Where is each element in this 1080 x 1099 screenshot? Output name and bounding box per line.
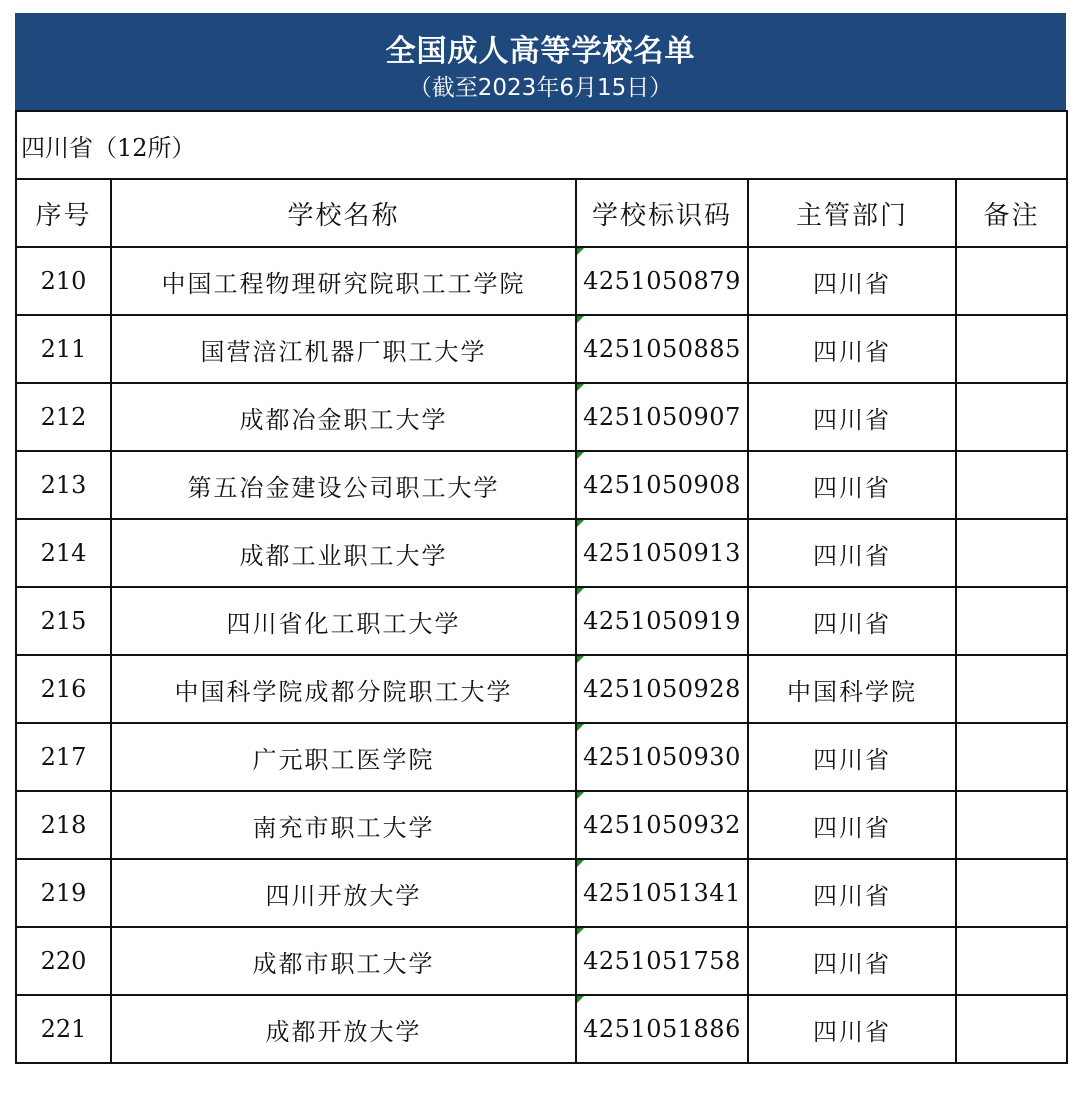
cell-department: 四川省 — [748, 723, 956, 791]
school-code-text: 4251050932 — [583, 811, 741, 839]
cell-comment-marker-icon — [577, 520, 584, 527]
cell-school-name: 中国工程物理研究院职工工学院 — [111, 247, 576, 315]
cell-comment-marker-icon — [577, 452, 584, 459]
cell-school-code — [576, 451, 748, 519]
col-header-name: 学校名称 — [111, 179, 576, 247]
cell-department: 四川省 — [748, 927, 956, 995]
table-row — [16, 247, 1067, 315]
table-row — [16, 791, 1067, 859]
cell-school-code — [576, 587, 748, 655]
cell-school-code — [576, 315, 748, 383]
cell-note — [956, 927, 1067, 995]
table-row — [16, 383, 1067, 451]
cell-index: 217 — [16, 723, 111, 791]
cell-index: 218 — [16, 791, 111, 859]
cell-note — [956, 451, 1067, 519]
column-header-row — [16, 179, 1067, 247]
table-row — [16, 655, 1067, 723]
cell-department: 四川省 — [748, 859, 956, 927]
school-code-text: 4251050919 — [583, 607, 741, 635]
school-table — [15, 110, 1068, 1064]
school-code-text: 4251050930 — [583, 743, 741, 771]
table-row — [16, 927, 1067, 995]
cell-school-name: 南充市职工大学 — [111, 791, 576, 859]
table-row — [16, 315, 1067, 383]
cell-note — [956, 995, 1067, 1063]
cell-comment-marker-icon — [577, 588, 584, 595]
cell-index: 212 — [16, 383, 111, 451]
cell-department: 四川省 — [748, 519, 956, 587]
cell-department: 中国科学院 — [748, 655, 956, 723]
school-code-text: 4251050885 — [583, 335, 741, 363]
col-header-index: 序号 — [16, 179, 111, 247]
cell-school-code — [576, 383, 748, 451]
cell-school-code — [576, 927, 748, 995]
cell-index: 215 — [16, 587, 111, 655]
school-code-text: 4251050879 — [583, 267, 741, 295]
cell-department: 四川省 — [748, 791, 956, 859]
cell-school-code — [576, 519, 748, 587]
cell-school-name: 四川开放大学 — [111, 859, 576, 927]
cell-school-name: 成都开放大学 — [111, 995, 576, 1063]
cell-comment-marker-icon — [577, 928, 584, 935]
cell-school-name: 成都工业职工大学 — [111, 519, 576, 587]
col-header-code: 学校标识码 — [576, 179, 748, 247]
cell-school-name: 四川省化工职工大学 — [111, 587, 576, 655]
cell-school-name: 中国科学院成都分院职工大学 — [111, 655, 576, 723]
cell-index: 210 — [16, 247, 111, 315]
table-row — [16, 995, 1067, 1063]
school-code-text: 4251050907 — [583, 403, 741, 431]
table-row — [16, 859, 1067, 927]
table-row — [16, 587, 1067, 655]
page-subtitle: （截至2023年6月15日） — [408, 75, 673, 101]
cell-note — [956, 723, 1067, 791]
cell-department: 四川省 — [748, 451, 956, 519]
school-code-text: 4251051341 — [583, 879, 741, 907]
title-banner — [15, 13, 1066, 110]
school-code-text: 4251050908 — [583, 471, 741, 499]
cell-school-code — [576, 655, 748, 723]
school-code-text: 4251050928 — [583, 675, 741, 703]
cell-note — [956, 247, 1067, 315]
cell-department: 四川省 — [748, 587, 956, 655]
school-code-text: 4251050913 — [583, 539, 741, 567]
cell-index: 214 — [16, 519, 111, 587]
cell-comment-marker-icon — [577, 792, 584, 799]
cell-department: 四川省 — [748, 315, 956, 383]
cell-comment-marker-icon — [577, 996, 584, 1003]
cell-index: 219 — [16, 859, 111, 927]
province-label: 四川省（12所） — [16, 111, 1067, 179]
cell-comment-marker-icon — [577, 860, 584, 867]
cell-school-code — [576, 791, 748, 859]
cell-comment-marker-icon — [577, 724, 584, 731]
cell-index: 216 — [16, 655, 111, 723]
cell-school-code — [576, 723, 748, 791]
cell-index: 213 — [16, 451, 111, 519]
cell-department: 四川省 — [748, 383, 956, 451]
col-header-note: 备注 — [956, 179, 1067, 247]
cell-comment-marker-icon — [577, 316, 584, 323]
cell-note — [956, 315, 1067, 383]
cell-index: 220 — [16, 927, 111, 995]
cell-school-code — [576, 859, 748, 927]
col-header-dept: 主管部门 — [748, 179, 956, 247]
table-row — [16, 451, 1067, 519]
table-body — [16, 247, 1067, 1063]
province-row — [16, 111, 1067, 179]
page-title: 全国成人高等学校名单 — [385, 34, 696, 69]
cell-school-name: 成都市职工大学 — [111, 927, 576, 995]
cell-school-name: 国营涪江机器厂职工大学 — [111, 315, 576, 383]
cell-school-name: 第五冶金建设公司职工大学 — [111, 451, 576, 519]
cell-school-name: 广元职工医学院 — [111, 723, 576, 791]
cell-comment-marker-icon — [577, 656, 584, 663]
cell-school-code — [576, 995, 748, 1063]
cell-comment-marker-icon — [577, 248, 584, 255]
cell-note — [956, 655, 1067, 723]
school-list-sheet — [15, 13, 1066, 1064]
cell-department: 四川省 — [748, 995, 956, 1063]
table-row — [16, 519, 1067, 587]
cell-note — [956, 383, 1067, 451]
cell-school-code — [576, 247, 748, 315]
cell-note — [956, 859, 1067, 927]
cell-note — [956, 587, 1067, 655]
school-code-text: 4251051758 — [583, 947, 741, 975]
cell-index: 221 — [16, 995, 111, 1063]
cell-index: 211 — [16, 315, 111, 383]
cell-comment-marker-icon — [577, 384, 584, 391]
table-row — [16, 723, 1067, 791]
cell-department: 四川省 — [748, 247, 956, 315]
cell-note — [956, 791, 1067, 859]
cell-school-name: 成都冶金职工大学 — [111, 383, 576, 451]
cell-note — [956, 519, 1067, 587]
school-code-text: 4251051886 — [583, 1015, 741, 1043]
